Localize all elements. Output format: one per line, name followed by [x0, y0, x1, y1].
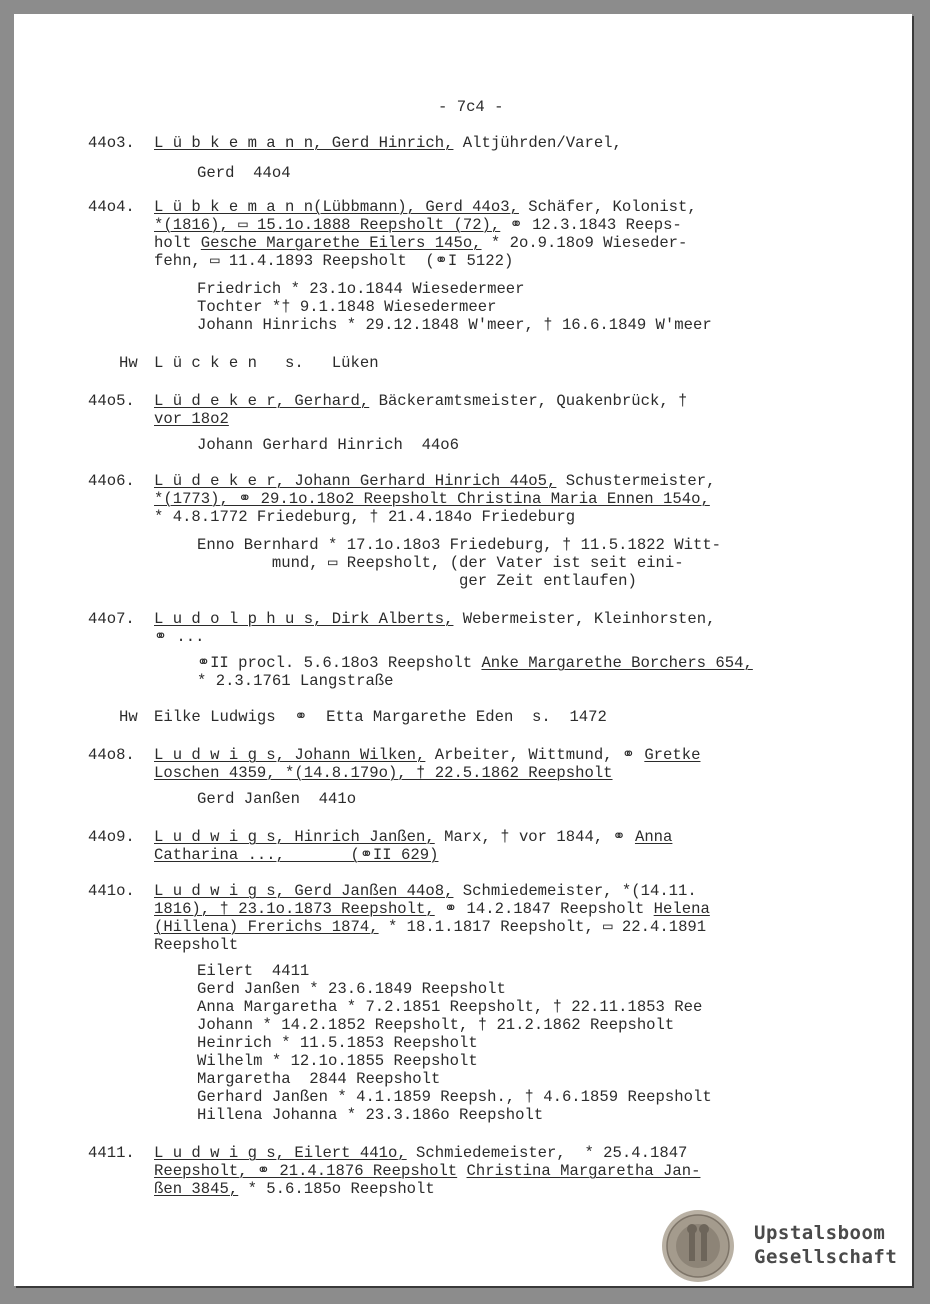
child-line: Hillena Johanna * 23.3.186o Reepsholt: [197, 1106, 544, 1124]
entry-line: L u d w i g s, Hinrich Janßen, Marx, † vor 1844, ⚭ Anna: [154, 828, 673, 846]
child-line: Johann Gerhard Hinrich 44o6: [197, 436, 460, 454]
child-line: Gerd Janßen 441o: [197, 790, 357, 808]
entry-line: * 4.8.1772 Friedeburg, † 21.4.184o Friedeburg: [154, 508, 576, 526]
entry-number: 4411.: [88, 1144, 135, 1162]
child-line: Johann * 14.2.1852 Reepsholt, † 21.2.1862 Reepsholt: [197, 1016, 675, 1034]
child-line: Gerd Janßen * 23.6.1849 Reepsholt: [197, 980, 506, 998]
hw-prefix: Hw: [119, 354, 138, 372]
child-line: Gerhard Janßen * 4.1.1859 Reepsh., † 4.6.1859 Reepsholt: [197, 1088, 712, 1106]
entry-line: L ü c k e n s. Lüken: [154, 354, 379, 372]
entry-line: vor 18o2: [154, 410, 229, 428]
child-line: Enno Bernhard * 17.1o.18o3 Friedeburg, † 11.5.1822 Witt-: [197, 536, 722, 554]
entry-number: 44o5.: [88, 392, 135, 410]
entry-line: L ü d e k e r, Gerhard, Bäckeramtsmeister, Quakenbrück, †: [154, 392, 688, 410]
seal-icon: [661, 1209, 735, 1283]
entry-number: 44o8.: [88, 746, 135, 764]
entry-number: 44o3.: [88, 134, 135, 152]
page-number: - 7c4 -: [438, 98, 504, 116]
entry-line: ßen 3845, * 5.6.185o Reepsholt: [154, 1180, 435, 1198]
entry-line: (Hillena) Frerichs 1874, * 18.1.1817 Reepsholt, ▭ 22.4.1891: [154, 918, 707, 936]
entry-line: Eilke Ludwigs ⚭ Etta Margarethe Eden s. 1472: [154, 708, 607, 726]
child-line: Eilert 4411: [197, 962, 310, 980]
entry-line: L u d w i g s, Gerd Janßen 44o8, Schmiedemeister, *(14.11.: [154, 882, 697, 900]
entry-line: L ü d e k e r, Johann Gerhard Hinrich 44o5, Schustermeister,: [154, 472, 716, 490]
entry-number: 44o6.: [88, 472, 135, 490]
entry-line: 1816), † 23.1o.1873 Reepsholt, ⚭ 14.2.1847 Reepsholt Helena: [154, 900, 710, 918]
entry-number: 44o7.: [88, 610, 135, 628]
entry-line: ⚭ ...: [154, 628, 205, 646]
entry-line: L ü b k e m a n n, Gerd Hinrich, Altjührden/Varel,: [154, 134, 622, 152]
child-line: Friedrich * 23.1o.1844 Wiesedermeer: [197, 280, 525, 298]
underline-text: Altjührden/Varel,: [453, 134, 622, 152]
entry-number: 44o4.: [88, 198, 135, 216]
upstalsboom-logo-text: [754, 1221, 897, 1269]
child-line: Heinrich * 11.5.1853 Reepsholt: [197, 1034, 478, 1052]
child-line: Gerd 44o4: [197, 164, 291, 182]
child-line: ger Zeit entlaufen): [197, 572, 637, 590]
entry-line: holt Gesche Margarethe Eilers 145o, * 2o.9.18o9 Wieseder-: [154, 234, 688, 252]
entry-line: L u d w i g s, Eilert 441o, Schmiedemeister, * 25.4.1847: [154, 1144, 688, 1162]
child-line: mund, ▭ Reepsholt, (der Vater ist seit eini-: [197, 554, 684, 572]
child-line: Johann Hinrichs * 29.12.1848 W'meer, † 16.6.1849 W'meer: [197, 316, 712, 334]
entry-line: Loschen 4359, *(14.8.179o), † 22.5.1862 Reepsholt: [154, 764, 613, 782]
hw-prefix: Hw: [119, 708, 138, 726]
entry-line: *(1773), ⚭ 29.1o.18o2 Reepsholt Christina Maria Ennen 154o,: [154, 490, 710, 508]
document-page: [14, 14, 912, 1286]
child-line: Wilhelm * 12.1o.1855 Reepsholt: [197, 1052, 478, 1070]
child-line: Tochter *† 9.1.1848 Wiesedermeer: [197, 298, 497, 316]
child-line: Anna Margaretha * 7.2.1851 Reepsholt, † 22.11.1853 Ree: [197, 998, 703, 1016]
entry-line: fehn, ▭ 11.4.1893 Reepsholt (⚭I 5122): [154, 252, 514, 270]
entry-line: L u d w i g s, Johann Wilken, Arbeiter, Wittmund, ⚭ Gretke: [154, 746, 701, 764]
child-line: * 2.3.1761 Langstraße: [197, 672, 394, 690]
entry-number: 44o9.: [88, 828, 135, 846]
entry-line: Reepsholt: [154, 936, 239, 954]
entry-line: L ü b k e m a n n(Lübbmann), Gerd 44o3, Schäfer, Kolonist,: [154, 198, 697, 216]
child-line: ⚭II procl. 5.6.18o3 Reepsholt Anke Margarethe Borchers 654,: [197, 654, 753, 672]
entry-line: L u d o l p h u s, Dirk Alberts, Webermeister, Kleinhorsten,: [154, 610, 716, 628]
entry-line: *(1816), ▭ 15.1o.1888 Reepsholt (72), ⚭ 12.3.1843 Reeps-: [154, 216, 682, 234]
entry-line: Catharina ..., (⚭II 629): [154, 846, 439, 864]
entry-number: 441o.: [88, 882, 135, 900]
entry-line: Reepsholt, ⚭ 21.4.1876 Reepsholt Christina Margaretha Jan-: [154, 1162, 701, 1180]
logo-line-1: Upstalsboom: [754, 1222, 886, 1244]
logo-line-2: Gesellschaft: [754, 1246, 898, 1268]
child-line: Margaretha 2844 Reepsholt: [197, 1070, 441, 1088]
